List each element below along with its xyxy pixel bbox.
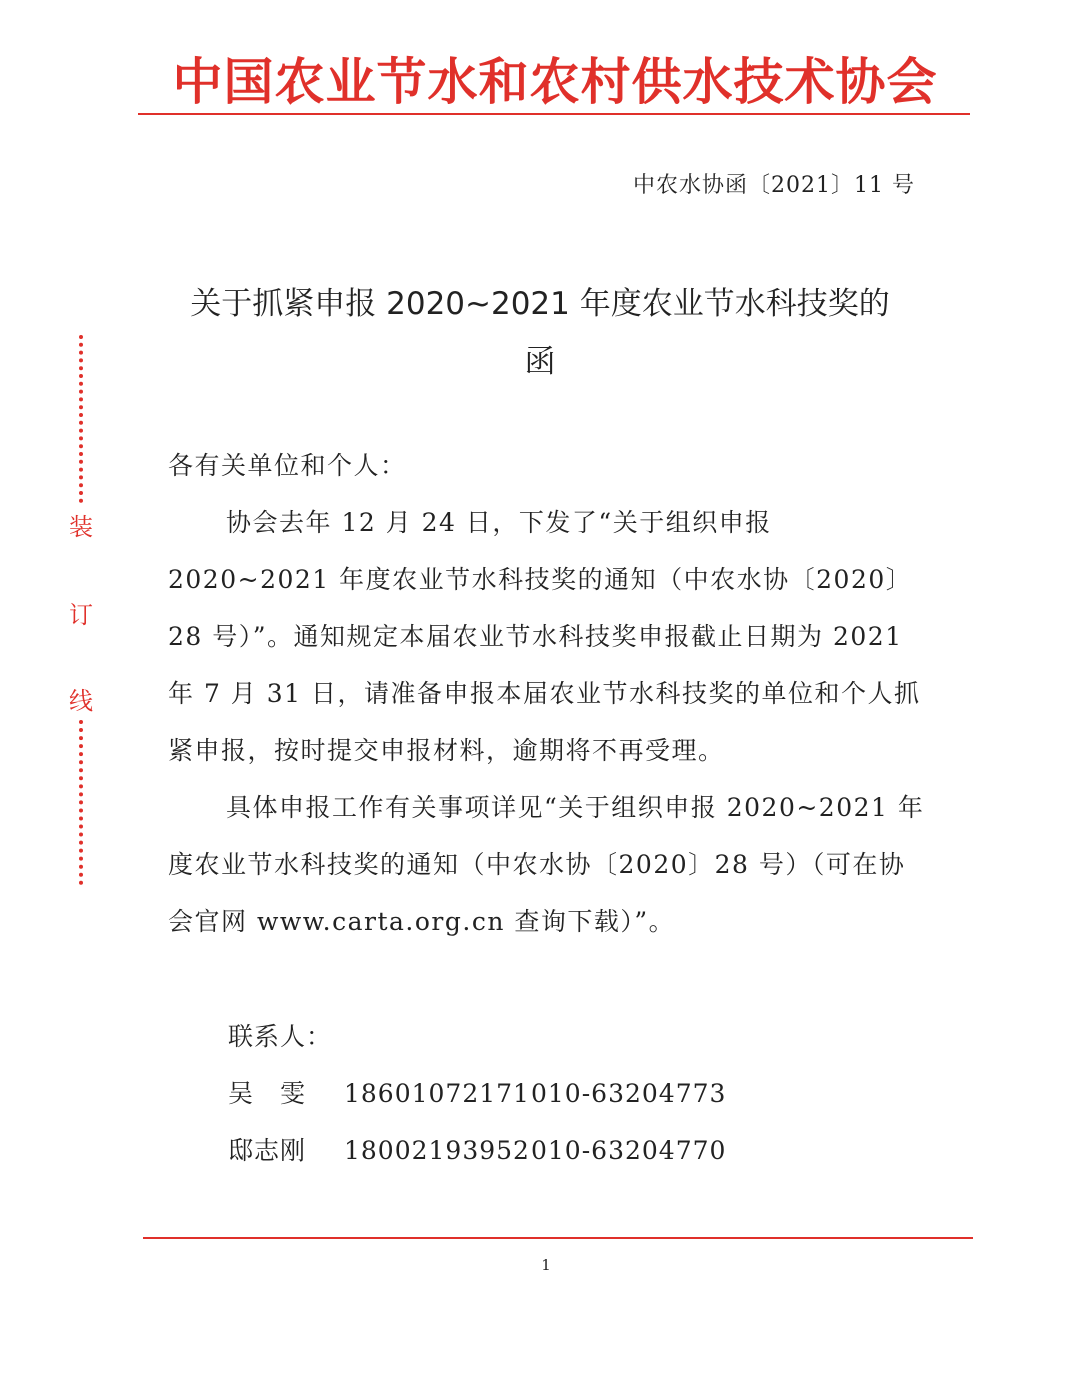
binding-char-ding: 订 (69, 601, 93, 629)
binding-dots-upper (79, 335, 83, 503)
document-title (160, 275, 920, 391)
contact-row (228, 1122, 726, 1179)
document-number: 中农水协函〔2021〕11 号 (633, 173, 915, 198)
letter-body (168, 437, 928, 950)
letterhead-rule (138, 113, 970, 115)
contacts-block (228, 1008, 726, 1179)
body-paragraph-1: 协会去年 12 月 24 日，下发了“关于组织申报 2020~2021 年度农业节水科技奖的通知（中农水协〔2020〕28 号）”。通知规定本届农业节水科技奖申报截止日期为 2021 年 7 月 31 日，请准备申报本届农业节水科技奖的单位和个人抓紧申报，按时提交申报材料，逾期将不再受理。 (168, 508, 921, 765)
document-title-line-2: 函 (524, 344, 556, 380)
footer-rule (143, 1237, 973, 1239)
contact-mobile: 18002193952 (344, 1136, 530, 1165)
contact-name: 吴 雯 (228, 1079, 307, 1108)
salutation: 各有关单位和个人： (168, 451, 407, 480)
contact-phone: 010-63204770 (531, 1136, 727, 1165)
body-paragraph-2: 具体申报工作有关事项详见“关于组织申报 2020~2021 年度农业节水科技奖的通知（中农水协〔2020〕28 号）（可在协会官网 www.carta.org.cn 查询下载）”。 (168, 793, 925, 936)
page-number: 1 (541, 1256, 551, 1274)
contact-phone: 010-63204773 (531, 1079, 727, 1108)
binding-dots-lower (79, 720, 83, 885)
contact-mobile: 18601072171 (344, 1079, 530, 1108)
letterhead-org-name: 中国农业节水和农村供水技术协会 (172, 53, 938, 111)
binding-line (66, 335, 96, 885)
document-title-line-1: 关于抓紧申报 2020~2021 年度农业节水科技奖的 (190, 286, 890, 322)
binding-char-xian: 线 (69, 687, 93, 715)
binding-char-zhuang: 装 (69, 513, 93, 541)
contacts-label: 联系人： (228, 1022, 333, 1051)
contact-name: 邸志刚 (228, 1136, 307, 1165)
contact-row (228, 1065, 726, 1122)
